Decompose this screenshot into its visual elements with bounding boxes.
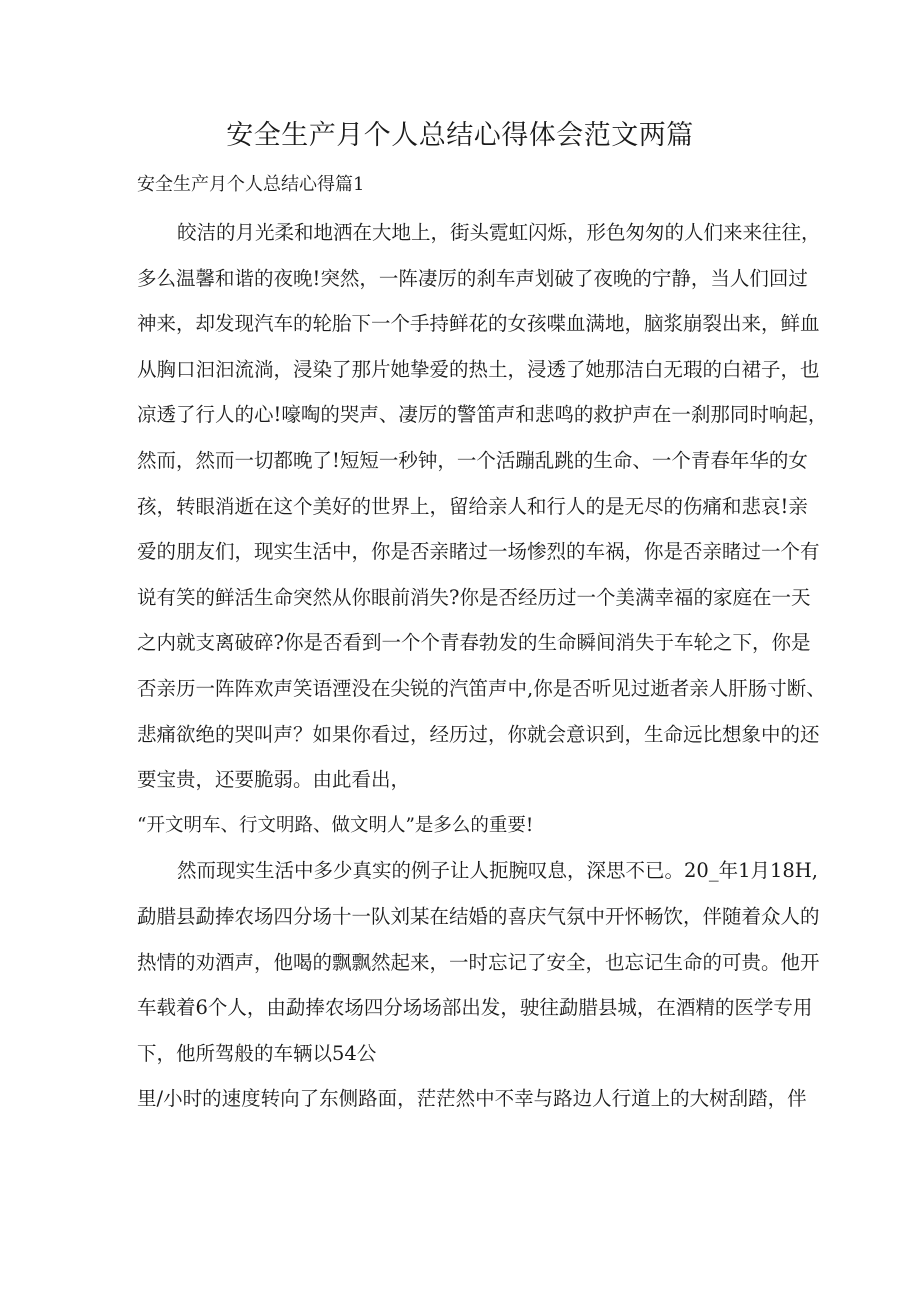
text-line: 爱的朋友们，现实生活中，你是否亲睹过一场惨烈的车祸，你是否亲睹过一个有 bbox=[137, 540, 820, 564]
text-line: 然而现实生活中多少真实的例子让人扼腕叹息，深思不已。20_年1月18H, bbox=[177, 859, 818, 883]
body-text bbox=[137, 213, 828, 1125]
text-line: 要宝贵，还要脆弱。由此看出， bbox=[137, 768, 411, 792]
document-title: 安全生产月个人总结心得体会范文两篇 bbox=[226, 120, 694, 151]
section-heading: 安全生产月个人总结心得篇1 bbox=[137, 174, 365, 195]
text-line: 勐腊县勐捧农场四分场十一队刘某在结婚的喜庆气氛中开怀畅饮，伴随着众人的 bbox=[137, 904, 820, 928]
text-line: 凉透了行人的心!嚎啕的哭声、凄厉的警笛声和悲鸣的救护声在一刹那同时响起， bbox=[137, 403, 828, 427]
text-line: 之内就支离破碎?你是否看到一个个青春勃发的生命瞬间消失于车轮之下，你是 bbox=[137, 631, 811, 655]
text-line: 多么温馨和谐的夜晚!突然，一阵凄厉的刹车声划破了夜晚的宁静，当人们回过 bbox=[137, 266, 808, 290]
text-line: 说有笑的鲜活生命突然从你眼前消失?你是否经历过一个美满幸福的家庭在一天 bbox=[137, 585, 811, 609]
text-line: 否亲历一阵阵欢声笑语湮没在尖锐的汽笛声中,你是否听见过逝者亲人肝肠寸断、 bbox=[137, 676, 826, 700]
text-line: 里/小时的速度转向了东侧路面，茫茫然中不幸与路边人行道上的大树刮踏，伴 bbox=[137, 1087, 807, 1111]
text-line: 然而，然而一切都晚了!短短一秒钟，一个活蹦乱跳的生命、一个青春年华的女 bbox=[137, 448, 808, 472]
text-line: “开文明车、行文明路、做文明人”是多么的重要! bbox=[137, 814, 534, 836]
text-line: 孩，转眼消逝在这个美好的世界上，留给亲人和行人的是无尽的伤痛和悲哀!亲 bbox=[137, 494, 808, 518]
text-line: 神来，却发现汽车的轮胎下一个手持鲜花的女孩喋血满地，脑浆崩裂出来，鲜血 bbox=[137, 312, 820, 336]
text-line: 从胸口汩汩流淌，浸染了那片她挚爱的热土，浸透了她那洁白无瑕的白裙子，也 bbox=[137, 357, 820, 381]
text-line: 悲痛欲绝的哭叫声？如果你看过，经历过，你就会意识到，生命远比想象中的还 bbox=[137, 722, 820, 746]
text-line: 热情的劝酒声，他喝的飘飘然起来，一时忘记了安全，也忘记生命的可贵。他开 bbox=[137, 950, 820, 974]
text-line: 皎洁的月光柔和地洒在大地上，街头霓虹闪烁，形色匆匆的人们来来往往， bbox=[177, 221, 821, 244]
text-line: 车载着6个人，由勐捧农场四分场场部出发，驶往勐腊县城，在酒精的医学专用 bbox=[137, 996, 813, 1020]
text-line: 下，他所驾般的车辆以54公 bbox=[137, 1041, 377, 1065]
